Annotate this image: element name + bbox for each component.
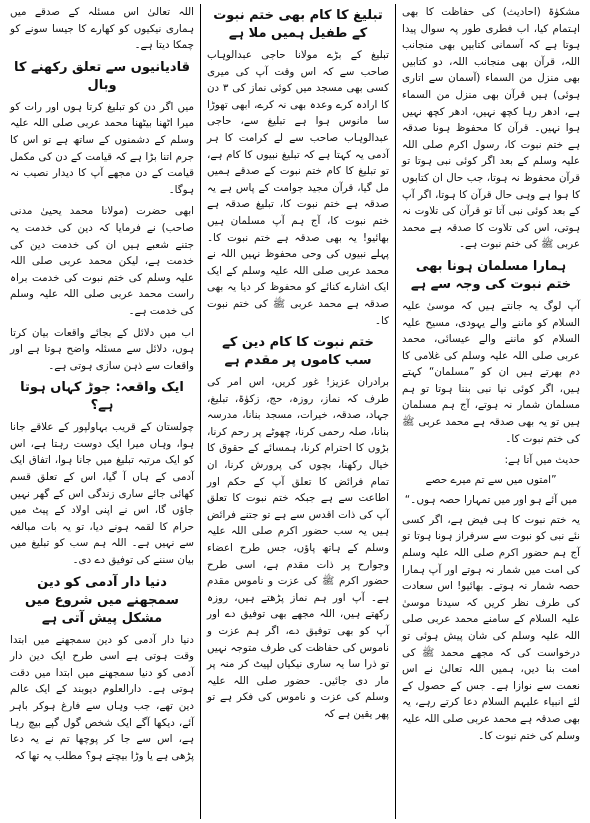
left-heading-3: دنیا دار آدمی کو دین سمجھنے میں شروع میں مشکل پیش آتی ہے — [25, 574, 179, 626]
left-paragraph-3: ابھی حضرت (مولانا محمد یحییٰ مدنی صاحب) نے فرمایا کہ دین کی خدمت یہ جتنے شعبے ہیں ان کی خدمت دین کی خدمت ہے، لیکن محمد عربی صلی اللہ علیہ وسلم کی ختم نبوت کی خدمت براہ راست محمد عربی صلی اللہ علیہ وسلم کی خدمت ہے۔ — [10, 205, 194, 317]
middle-column — [200, 4, 396, 819]
left-paragraph-2: میں اگر دن کو تبلیغ کرتا ہوں اور رات کو میرا اٹھنا بیٹھنا محمد عربی صلی اللہ علیہ وسلم کے دشمنوں کے ساتھ ہے تو اس کا جرم اتنا بڑا ہے کہ قیامت کے دن کی مکمل قیامت کے دن مجھے آپ کا دیدار نصیب نہ ہوگا۔ — [10, 100, 194, 196]
hadith-quote-line-2: میں آئے ہو اور میں تمہارا حصہ ہوں۔“ — [404, 493, 578, 506]
left-paragraph-1: اللہ تعالیٰ اس مسئلہ کے صدقے میں ہماری نیکیوں کو کھارے کا جیسا سونے کو چمکا دیتا ہے۔ — [10, 6, 194, 52]
middle-heading-1: تبلیغ کا کام بھی ختم نبوت کے طفیل ہمیں ملا ہے — [213, 8, 383, 41]
middle-paragraph-2: برادران عزیز! غور کریں، اس امر کی طرف کہ نماز، روزہ، حج، زکوٰۃ، تبلیغ، جہاد، صدقہ، خیرات، مسجد بنانا، مدرسہ بنانا، صلہ رحمی کرنا، چھوٹے پر رحم کرنا، بڑوں کا احترام کرنا، ہمسائے کے حقوق کا خیال رکھنا، بچوں کی پرورش کرنا، ان تمام فرائض کا تعلق آپ کے حکم اور اطاعت سے ہے جبکہ ختم نبوت کا تعلق آپ کی ذات اقدس سے ہے تو جتنے فرائض ہیں یہ سب حضور اکرم صلی اللہ علیہ وسلم کے ہاتھ پاؤں، جس طرح اعضاء وجوارح پر ذات مقدم ہے، اسی طرح حضور اکرم ﷺ کی عزت و ناموس مقدم ہے۔ آپ اور ہم نماز پڑھتے ہیں، روزہ رکھتے ہیں، اللہ مجھے بھی توفیق دے اور آپ کو بھی توفیق دے، اگر ہم عزت و ناموس کی حفاظت کی طرف متوجہ نہیں تو ذرا سا یہ ساری نیکیاں لپیٹ کر منہ پر مار دی جائیں۔ حضور صلی اللہ علیہ وسلم کی عزت و ناموس کی فکر ہے تو پھر یقین ہے کہ — [207, 376, 389, 720]
middle-paragraph-1: تبلیغ کے بڑے مولانا حاجی عبدالوہاب صاحب سے کہ اس وقت آپ کی میری کسی بھی مسجد میں کوئی نماز کی ۳ دن کا ارادہ کرے وعدہ بھی نہ کرے، ابھی تھوڑا سا مانوس ہوا ہے تبلیغ سے، حاجی عبدالوہاب صاحب سے لے کرامت کا ہر آدمی یہ کہتا ہے کہ تبلیغ نبیوں کا کام ہے، تو تبلیغ کا کام ختم نبوت کے صدقے ہمیں مل گیا، قرآن مجید جوامت کے پاس ہے یہ صدقہ ہے ختم نبوت کا، تبلیغ صدقہ ہے ختم نبوت کا، آج ہم آپ مسلمان ہیں بھائیو! یہ بھی صدقہ ہے ختم نبوت کا۔ پہلے نبیوں کی وحی محفوظ نہیں اللہ نے محمد عربی صلی اللہ علیہ وسلم کے ایک ایک اشارے کنائے کو محفوظ کر دیا یہ بھی صدقہ ہے محمد عربی ﷺ کی ختم نبوت کا۔ — [207, 49, 389, 327]
left-paragraph-5: چولستان کے قریب بہاولپور کے علاقے جانا ہوا، وہاں میرا ایک دوست رہتا ہے، اس کو ایک مرتبہ تبلیغ میں جانا ہوا، اتفاق ایک آدمی کے ہاں آ گیا، اس کے تعلق قسم کھائی جائے ساری زندگی اس کے گھر نہیں جاؤں گا، اس نے اپنی اولاد کے پیٹ میں حرام کا لقمہ ہونے دیا، تو یہ بات مبالغہ سے نہیں ہے۔ اللہ ہم سب کو تبلیغ میں بیان سننے کی توفیق دے دی۔ — [10, 421, 194, 567]
right-paragraph-2: آپ لوگ یہ جانتے ہیں کہ موسیٰ علیہ السلام کو ماننے والے یہودی، مسیح علیہ السلام کو ماننے والے عیسائی، محمد عربی صلی اللہ علیہ وسلم کی غلامی کا دم بھرتے ہیں ان کو ”مسلمان“ کہتے ہیں، اگر کوئی نیا نبی بننا ہوتا تو ہم مسلمان شمار نہ ہوتے، آج ہم مسلمان ہیں تو یہ بھی صدقہ ہے محمد عربی ﷺ کی ختم نبوت کا۔ — [402, 299, 580, 445]
middle-heading-2: ختم نبوت کا کام دین کے سب کاموں پر مقدم ہے — [222, 335, 374, 369]
left-paragraph-4: اب میں دلائل کے بجائے واقعات بیان کرتا ہوں، دلائل سے مسئلہ واضح ہوتا ہے اور واقعات سے ذہن سازی ہوتی ہے۔ — [10, 326, 194, 372]
right-paragraph-4: یہ ختم نبوت کا ہی فیض ہے، اگر کسی نئے نبی کو نبوت سے سرفراز ہونا ہوتا تو آج ہم حضور اکرم صلی اللہ علیہ وسلم کی امت میں شمار نہ ہوتے اور آپ ہمارا حصہ شمار نہ ہوتے۔ بھائیو! اس سعادت کی طرف نظر کریں کہ سیدنا موسیٰ علیہ السلام کے سامنے محمد عربی صلی اللہ علیہ وسلم کی شان پیش ہوئی تو درخواست کی کہ مجھے محمد ﷺ کی امت بنا دیں، ہمیں اللہ تعالیٰ نے اس نعمت سے نوازا ہے۔ جس کے حصول کے لئے انبیاء علیہم السلام دعا کرتے رہے، یہ بھی صدقہ ہے محمد عربی صلی اللہ علیہ وسلم کی ختم نبوت کا۔ — [402, 513, 580, 742]
right-paragraph-1: مشکوٰۃ (احادیث) کی حفاظت کا بھی اہتمام کیا، اب فطری طور پہ سوال پیدا ہوتا ہے کہ آسمانی کتابیں بھی منجانب اللہ، قرآن بھی منجانب اللہ، دو کتابیں بھی منزل من السماء (آسمان سے اتاری ہوئی) ہیں قرآن بھی منزل من السماء ہے، ادھر رہا کچھ نہیں، ادھر کچھ نہیں ہوا نہیں۔ قرآن کا محفوظ ہونا صدقہ ہے ختم نبوت کا، رسول اکرم صلی اللہ علیہ وسلم کے بعد اگر کوئی نبی ہوتا تو قرآن محفوظ نہ ہوتا، جب حال ان کتابوں کا ہوا ہے وہی حال قرآن کا ہوتا، اگر آپ کے بعد کوئی نبی آتا تو قرآن کی تلاوت نہ ہوتی، اس کی تلاوت کا صدقہ ہے محمد عربی ﷺ کی ختم نبوت ہے۔ — [402, 6, 580, 251]
right-heading-1: ہمارا مسلمان ہونا بھی ختم نبوت کی وجہ سے ہے — [410, 258, 572, 292]
hadith-quote-line-1: ”امتوں میں سے تم میرے حصے — [425, 473, 557, 486]
right-paragraph-3: حدیث میں آتا ہے: — [504, 454, 580, 467]
left-paragraph-6: دنیا دار آدمی کو دین سمجھنے میں ابتدا وقت ہوتی ہے اسی طرح ایک دین دار آدمی کو دنیا سمجھنے میں ابتدا میں دقت ہوتی ہے۔ دارالعلوم دیوبند کے ایک عالم دین تھے، جب وہاں سے فارغ ہوکر باہر آئے، دیکھا آگے ایک شخص گول گپے بیچ رہا ہے، اس سے جا کر پوچھا تم نے یہ دعا پڑھی ہے یا وڑا بیچتے ہو؟ مطلب یہ تھا کہ — [10, 633, 194, 762]
left-heading-1: قادیانیوں سے تعلق رکھنے کا وبال — [13, 59, 190, 93]
newspaper-page — [4, 4, 586, 819]
right-column — [396, 4, 586, 819]
left-heading-2: ایک واقعہ: جوڑ کہاں ہوتا ہے؟ — [20, 380, 184, 414]
left-column — [4, 4, 200, 819]
